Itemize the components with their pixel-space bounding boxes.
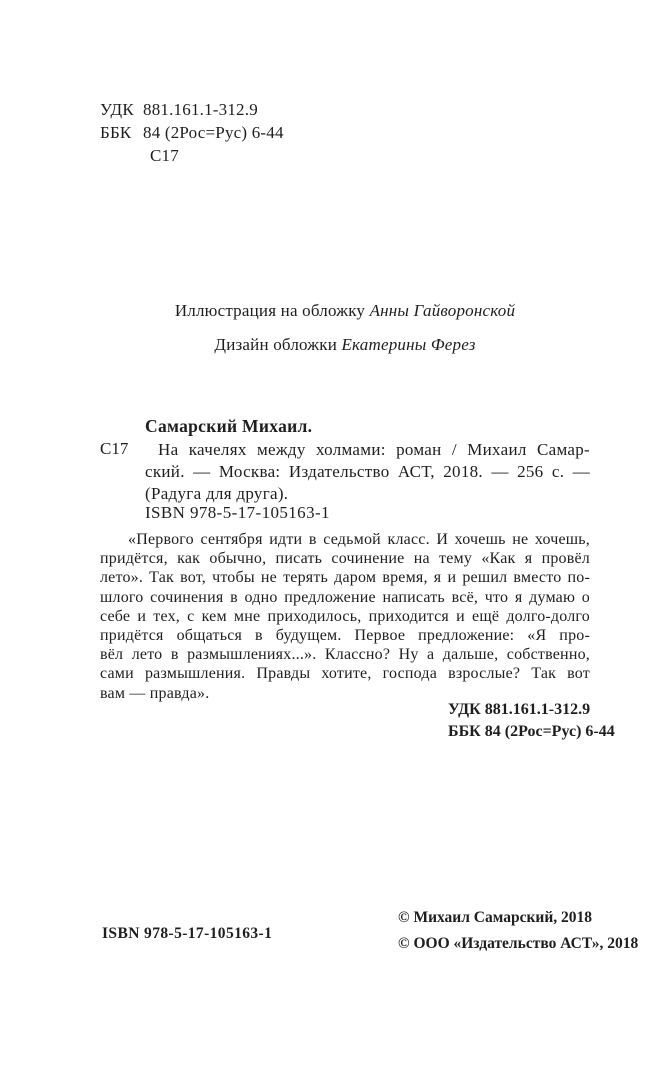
bib-line: (Радуга для друга). — [145, 484, 289, 503]
annotation-line: шлого сочинения в одно предложение написать всё, что я думаю о — [100, 588, 590, 606]
bottom-bbk: ББК 84 (2Рос=Рус) 6-44 — [448, 723, 615, 740]
illustration-credit — [100, 294, 590, 328]
annotation-line: «Первого сентября идти в седьмой класс. И хочешь не хочешь, — [128, 531, 590, 548]
bottom-codes-block — [448, 699, 615, 743]
udk-row — [100, 98, 284, 121]
design-credit-prefix: Дизайн обложки — [214, 335, 338, 354]
bbk-label: ББК — [100, 123, 132, 142]
design-credit — [100, 328, 590, 362]
annotation-line: вёл лето в размышлениях...». Классно? Ну а дальше, собственно, — [100, 646, 590, 664]
cover-credits — [100, 294, 590, 362]
illustration-credit-prefix: Иллюстрация на обложку — [174, 301, 366, 320]
copyright-publisher: © ООО «Издательство АСТ», 2018 — [398, 934, 639, 952]
bbk-row — [100, 121, 284, 144]
annotation-line: лето». Так вот, чтобы не терять даром время, я и решил вместо по- — [100, 569, 590, 587]
copyright-block — [398, 905, 638, 956]
author-sign: С17 — [150, 146, 179, 165]
bib-line: ский. — Москва: Издательство АСТ, 2018. — 256 с. — — [145, 462, 590, 481]
bbk-value: 84 (2Рос=Рус) 6-44 — [143, 123, 284, 142]
author-sign-row — [100, 144, 284, 167]
udk-label: УДК — [100, 100, 134, 119]
top-codes-block — [100, 98, 284, 167]
author-heading: Самарский Михаил. — [145, 416, 313, 436]
annotation-line: вам — правда». — [100, 684, 210, 702]
annotation-line: сами размышления. Правды хотите, господа взрослые? Так вот — [100, 665, 590, 683]
bibliographic-description — [145, 439, 590, 505]
author-sign-spacer — [100, 144, 143, 167]
margin-author-sign: С17 — [100, 439, 129, 458]
annotation-paragraph — [100, 530, 590, 703]
design-credit-name: Екатерины Ферез — [341, 335, 476, 354]
udk-value: 881.161.1-312.9 — [143, 100, 258, 119]
annotation-line: придётся общаться в будущем. Первое предложение: «Я про- — [100, 627, 590, 645]
annotation-line: придётся, как обычно, писать сочинение на тему «Как я провёл — [100, 550, 590, 568]
bib-line: На качелях между холмами: роман / Михаил Самар- — [158, 440, 590, 459]
annotation-line: себе и тех, с кем мне приходилось, приходится и ещё долго-долго — [100, 607, 590, 625]
illustration-credit-name: Анны Гайворонской — [369, 301, 516, 320]
copyright-author: © Михаил Самарский, 2018 — [398, 909, 592, 926]
bottom-udk: УДК 881.161.1-312.9 — [448, 701, 591, 718]
footer-isbn: ISBN 978-5-17-105163-1 — [102, 925, 273, 942]
isbn-line: ISBN 978-5-17-105163-1 — [145, 503, 330, 522]
